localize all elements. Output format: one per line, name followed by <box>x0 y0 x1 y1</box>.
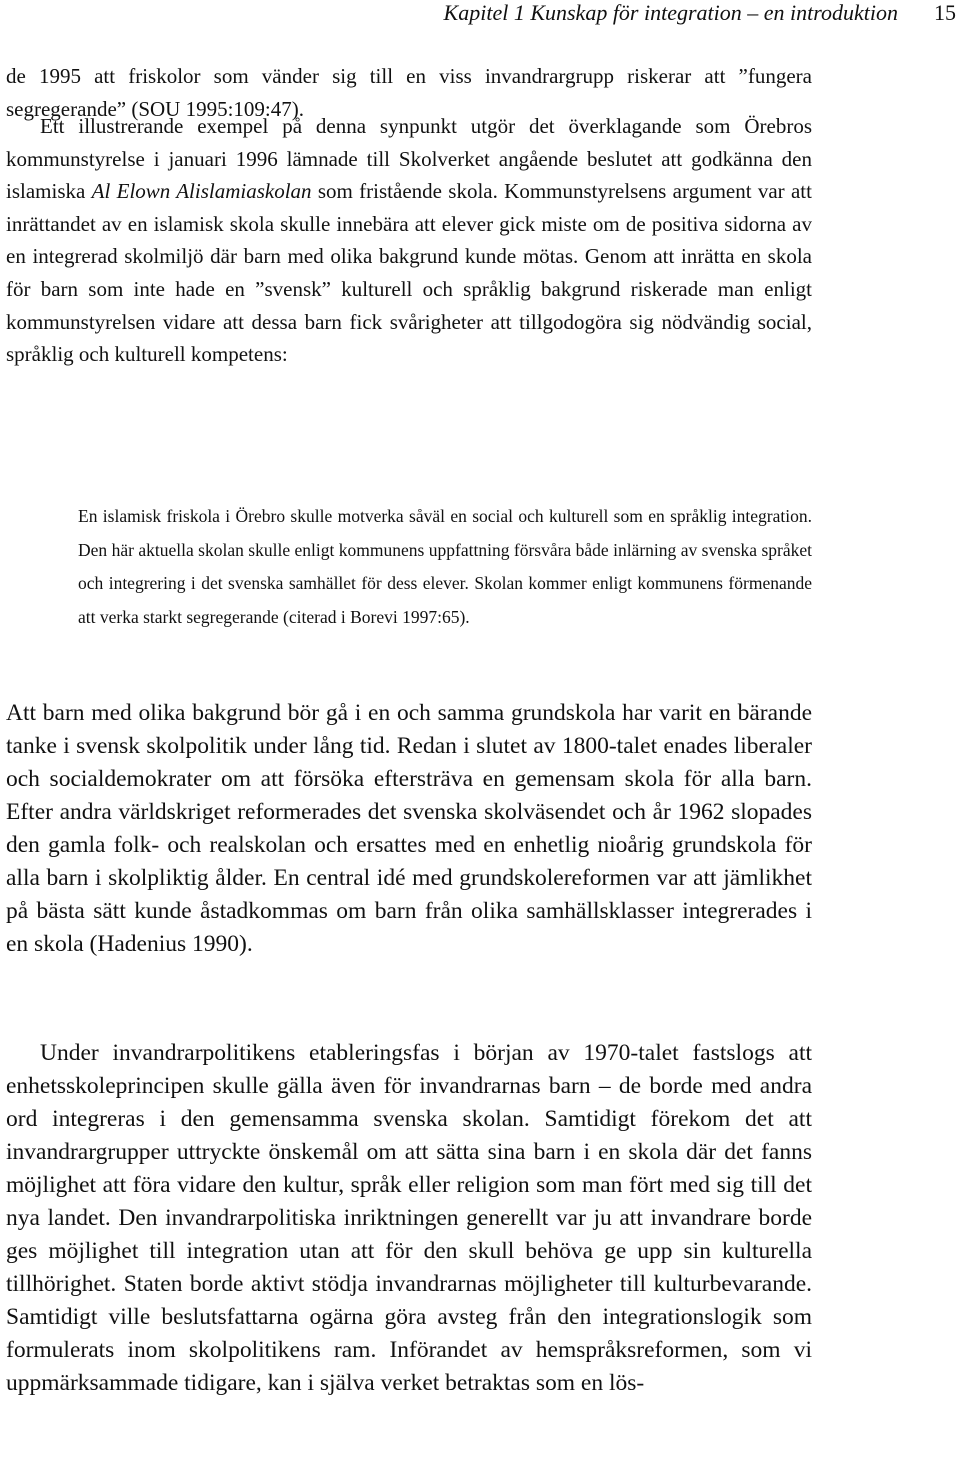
paragraph-school-policy: Att barn med olika bakgrund bör gå i en och samma grundskola har varit en bärande tanke i svensk skolpolitik under lång tid. Redan i slutet av 1800-talet enades liberaler och socialdemokrater om att försöka eftersträva en gemensam skola för alla barn. Efter andra världskriget reformerades det svenska skolväsendet och år 1962 slopades den gamla folk- och realskolan och ersattes med en enhetlig nioårig grundskola för alla barn i skolpliktig ålder. En central idé med grundskolereformen var att jämlikhet på bästa sätt kunde åstadkommas om barn från olika samhällsklasser integrerades i en skola (Hadenius 1990). <box>6 700 812 957</box>
block-quote: En islamisk friskola i Örebro skulle motverka såväl en social och kulturell som en språklig integration. Den här aktuella skolan skulle enligt kommunens uppfattning försvåra både inlärning av svenska språket och integrering i det svenska samhället för dess elever. Skolan kommer enligt kommunens förmenande att verka starkt segregerande (citerad i Borevi 1997:65). <box>78 506 812 627</box>
paragraph-continuation: de 1995 att friskolor som vänder sig till en viss invandrargrupp riskerar att ”fungera segregerande” (SOU 1995:109:47). <box>6 64 812 121</box>
page-number: 15 <box>934 0 956 25</box>
paragraph-text-part: som fristående skola. Kommunstyrelsens argument var att inrättandet av en islamisk skola skulle innebära att elever gick miste om de positiva sidorna av en integrerad skolmiljö där barn med olika bakgrund kunde mötas. Genom att inrätta en skola för barn som inte hade en ”svensk” kulturell och språklig bakgrund riskerade man enligt kommunstyrelsen vidare att dessa barn fick svårigheter att tillgodogöra sig nödvändig social, språklig och kulturell kompetens: <box>6 179 812 367</box>
paragraph-orebro-example <box>6 110 812 371</box>
running-title: Kapitel 1 Kunskap för integration – en introduktion <box>443 0 898 25</box>
school-name-italic: Al Elown Alislamiaskolan <box>91 179 312 204</box>
paragraph-immigrant-policy: Under invandrarpolitikens etableringsfas i början av 1970-talet fastslogs att enhetsskoleprincipen skulle gälla även för invandrarnas barn – de borde med andra ord integreras i den gemensamma svenska skolan. Samtidigt förekom det att invandrargrupper uttryckte önskemål om att sätta sina barn i en skola där det fanns möjlighet att föra vidare den kultur, språk eller religion som man fört med sig till det nya landet. Den invandrarpolitiska inriktningen generellt var ju att invandrare borde ges möjlighet till integration utan att för den skull behöva ge upp sin kulturella tillhörighet. Staten borde aktivt stödja invandrarnas möjligheter till kulturbevarande. Samtidigt ville beslutsfattarna ogärna göra avsteg från den integrationslogik som formulerats inom skolpolitikens ram. Införandet av hemspråksreformen, som vi uppmärksammade tidigare, kan i själva verket betraktas som en lös- <box>6 1040 812 1396</box>
running-header <box>0 0 960 30</box>
paragraph-text-part: Ett illustrerande exempel på denna synpunkt utgör det överklagande som Örebros kommunstyrelse i januari 1996 lämnade till Skolverket angående beslutet att godkänna den islamiska <box>6 114 812 204</box>
